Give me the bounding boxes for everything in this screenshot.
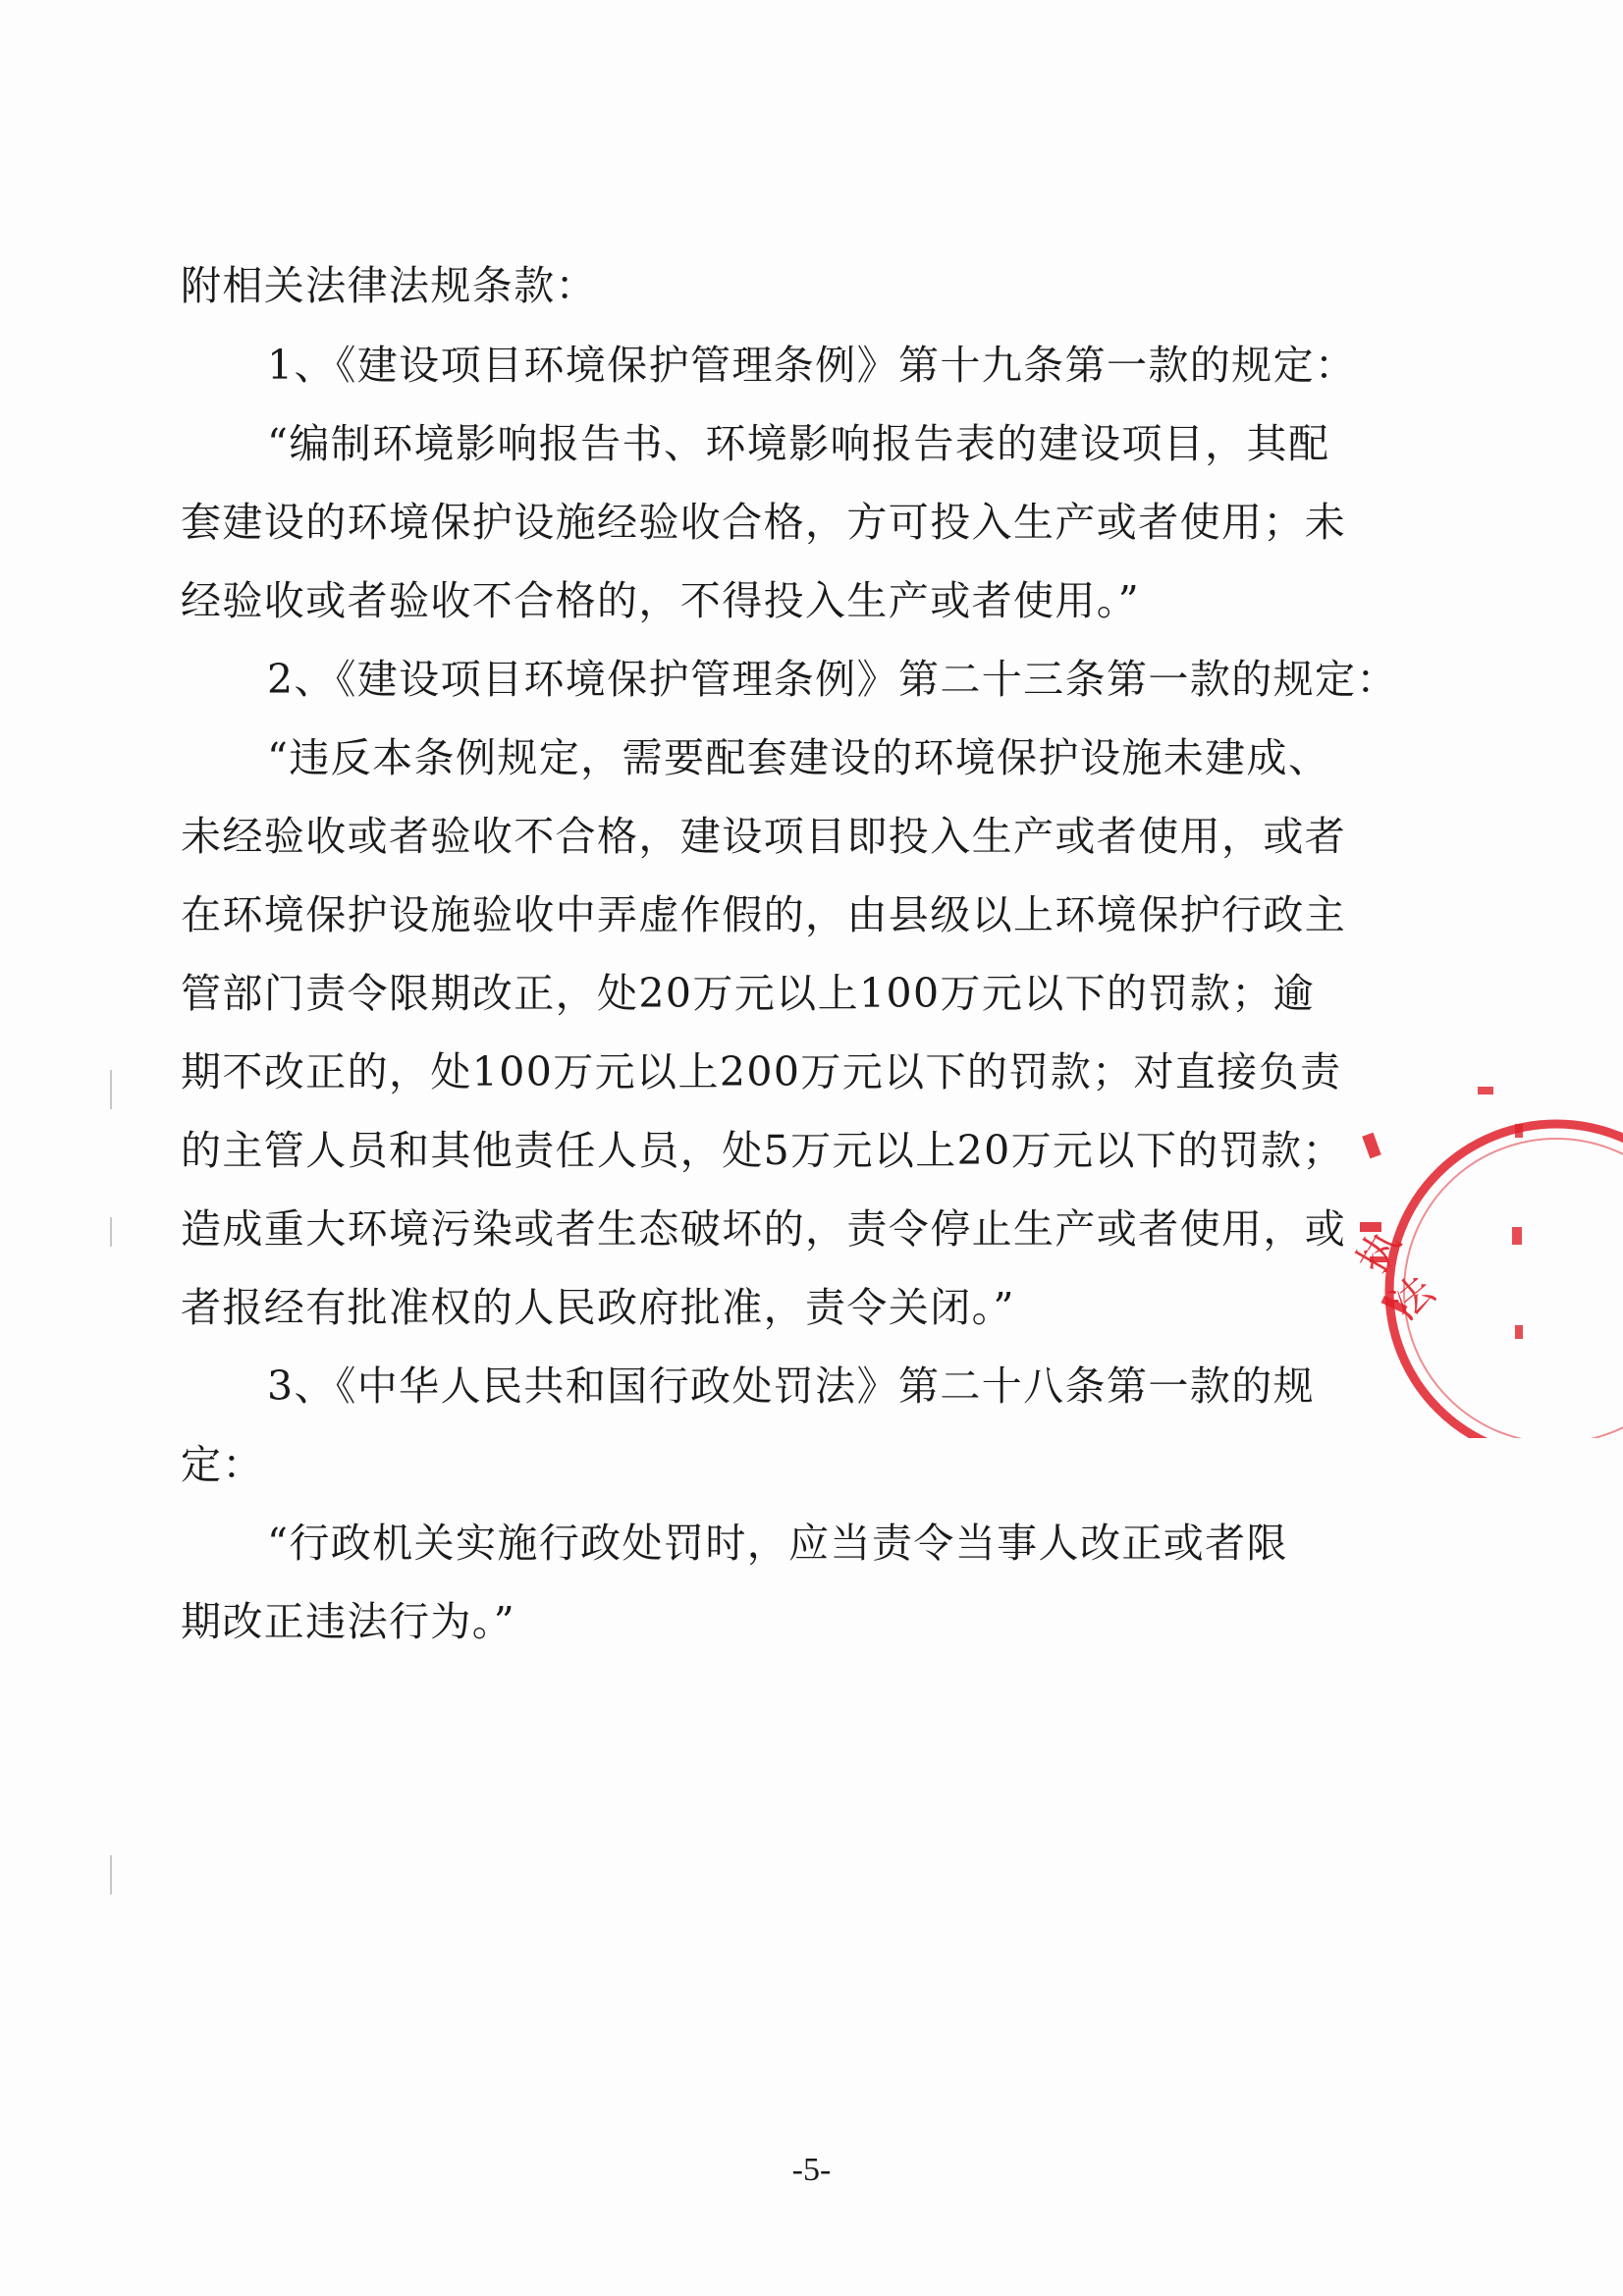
- clause-2-line: “违反本条例规定，需要配套建设的环境保护设施未建成、: [267, 734, 1330, 781]
- clause-2-line: 期不改正的，处100万元以上200万元以下的罚款；对直接负责: [181, 1048, 1342, 1095]
- scan-mark: [110, 1855, 112, 1895]
- clause-2-line: 者报经有批准权的人民政府批准，责令关闭。”: [181, 1284, 1015, 1331]
- clause-1-line: 经验收或者验收不合格的，不得投入生产或者使用。”: [181, 577, 1141, 624]
- clause-2-line: 在环境保护设施验收中弄虚作假的，由县级以上环境保护行政主: [181, 891, 1347, 938]
- clause-1-line: 套建设的环境保护设施经验收合格，方可投入生产或者使用；未: [181, 499, 1347, 546]
- clause-2-line: 的主管人员和其他责任人员，处5万元以上20万元以下的罚款；: [181, 1127, 1344, 1174]
- clause-2-line: 未经验收或者验收不合格，建设项目即投入生产或者使用，或者: [181, 813, 1347, 860]
- clause-2-title: 2、《建设项目环境保护管理条例》第二十三条第一款的规定：: [267, 656, 1398, 703]
- scan-mark: [110, 1217, 112, 1247]
- clause-3-line: “行政机关实施行政处罚时，应当责令当事人改正或者限: [267, 1520, 1288, 1567]
- page-number: -5-: [791, 2152, 832, 2188]
- clause-3-line: 定：: [181, 1441, 264, 1488]
- official-seal-icon: [1330, 1065, 1623, 1438]
- svg-text:法: 法: [1380, 1265, 1443, 1330]
- clause-2-line: 造成重大环境污染或者生态破坏的，责令停止生产或者使用，或: [181, 1205, 1347, 1253]
- clause-1-title: 1、《建设项目环境保护管理条例》第十九条第一款的规定：: [267, 342, 1357, 389]
- heading: 附相关法律法规条款：: [181, 262, 597, 309]
- clause-2-line: 管部门责令限期改正，处20万元以上100万元以下的罚款；逾: [181, 970, 1316, 1017]
- clause-3-title: 3、《中华人民共和国行政处罚法》第二十八条第一款的规: [267, 1362, 1315, 1410]
- svg-text:执: 执: [1347, 1221, 1410, 1282]
- clause-3-line: 期改正违法行为。”: [181, 1598, 516, 1645]
- scan-mark: [110, 1070, 112, 1109]
- clause-1-line: “编制环境影响报告书、环境影响报告表的建设项目，其配: [267, 420, 1330, 467]
